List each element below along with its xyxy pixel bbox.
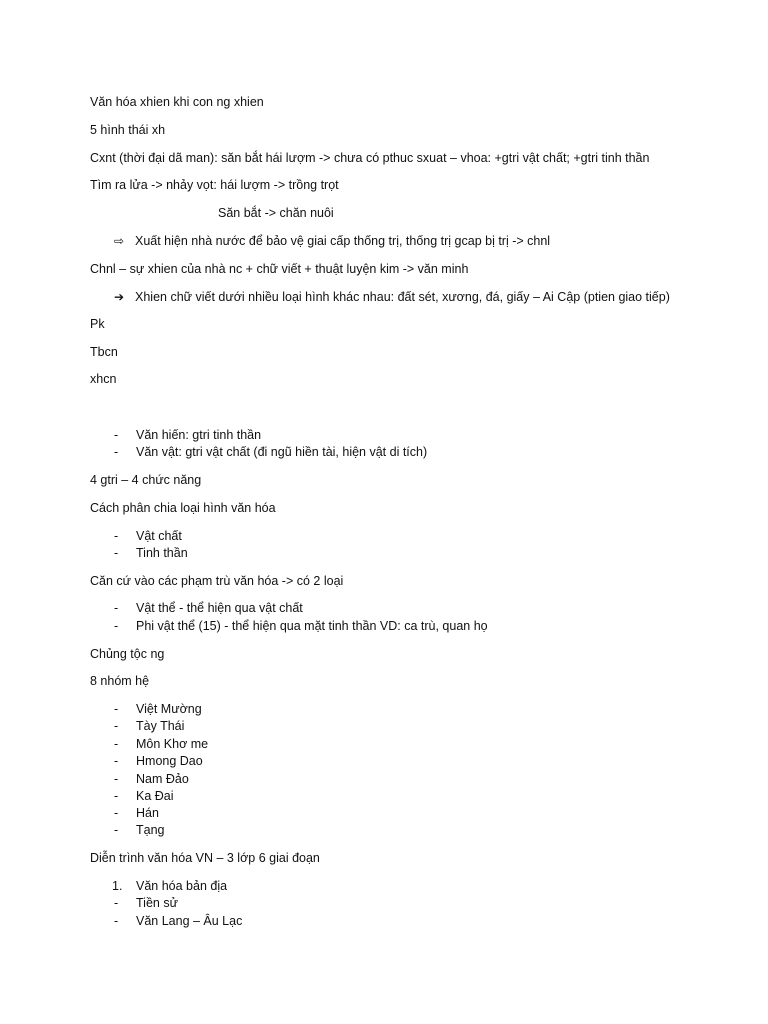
dash-bullet: - bbox=[114, 529, 119, 543]
hollow-arrow-icon: ⇨ bbox=[114, 234, 125, 248]
text-cach-phan-chia: Cách phân chia loại hình văn hóa bbox=[90, 501, 276, 515]
dash-bullet: - bbox=[114, 719, 119, 733]
arrow-item-xuat-hien bbox=[114, 233, 550, 249]
bold-arrow-icon: ➔ bbox=[114, 290, 125, 304]
text-pk: Pk bbox=[90, 317, 105, 331]
text-san-bat: Săn bắt -> chăn nuôi bbox=[218, 206, 334, 220]
list-item-text: Hmong Dao bbox=[136, 754, 203, 768]
dash-bullet: - bbox=[114, 702, 119, 716]
list-item-text: Phi vật thể (15) - thể hiện qua mặt tinh thần VD: ca trù, quan họ bbox=[136, 619, 488, 633]
list-item-text: Văn Lang – Âu Lạc bbox=[136, 914, 243, 928]
text-4-gtri: 4 gtri – 4 chức năng bbox=[90, 473, 202, 487]
list-item-text: Môn Khơ me bbox=[136, 737, 209, 751]
arrow-item-text: Xhien chữ viết dưới nhiều loại hình khác nhau: đất sét, xương, đá, giấy – Ai Cập (ptien giao tiếp) bbox=[135, 290, 670, 304]
dash-bullet: - bbox=[114, 754, 119, 768]
dash-bullet: - bbox=[114, 806, 119, 820]
arrow-item-text: Xuất hiện nhà nước để bảo vệ giai cấp thống trị, thống trị gcap bị trị -> chnl bbox=[135, 234, 551, 248]
list-item-text: Văn vật: gtri vật chất (đi ngũ hiền tài, hiện vật di tích) bbox=[136, 445, 428, 459]
text-tbcn: Tbcn bbox=[90, 345, 118, 359]
list-item-text: Nam Đảo bbox=[136, 772, 189, 786]
arrow-item-xhien-chu-viet bbox=[114, 289, 670, 305]
heading-van-hoa: Văn hóa xhien khi con ng xhien bbox=[90, 95, 264, 109]
text-cxnt: Cxnt (thời đại dã man): săn bắt hái lượm -> chưa có pthuc sxuat – vhoa: +gtri vật chất; +gtri tinh thần bbox=[90, 151, 650, 165]
dash-bullet: - bbox=[114, 619, 119, 633]
list-item-text: Vật thể - thể hiện qua vật chất bbox=[136, 601, 303, 615]
dash-bullet: - bbox=[114, 601, 119, 615]
dash-bullet: - bbox=[114, 737, 119, 751]
text-tim-ra-lua: Tìm ra lửa -> nhảy vọt: hái lượm -> trồng trọt bbox=[90, 178, 339, 192]
text-can-cu: Căn cứ vào các phạm trù văn hóa -> có 2 loại bbox=[90, 574, 344, 588]
text-dien-trinh: Diễn trình văn hóa VN – 3 lớp 6 giai đoạn bbox=[90, 851, 320, 865]
text-5-hinh-thai: 5 hình thái xh bbox=[90, 123, 166, 137]
list-item-text: Tày Thái bbox=[136, 719, 185, 733]
list-number: 1. bbox=[112, 879, 123, 893]
list-item-text: Hán bbox=[136, 806, 159, 820]
list-item-text: Tiền sử bbox=[136, 896, 178, 910]
list-item-text: Văn hiến: gtri tinh thần bbox=[136, 428, 262, 442]
dash-bullet: - bbox=[114, 896, 119, 910]
dash-bullet: - bbox=[114, 789, 119, 803]
list-item-text: Tạng bbox=[136, 823, 165, 837]
text-8-nhom-he: 8 nhóm hệ bbox=[90, 674, 150, 688]
list-item-text: Vật chất bbox=[136, 529, 182, 543]
list-item-text: Ka Đai bbox=[136, 789, 174, 803]
dash-bullet: - bbox=[114, 823, 119, 837]
dash-bullet: - bbox=[114, 914, 119, 928]
text-chung-toc: Chủng tộc ng bbox=[90, 647, 165, 661]
dash-bullet: - bbox=[114, 546, 119, 560]
list-item-text: Tinh thần bbox=[136, 546, 188, 560]
dash-bullet: - bbox=[114, 428, 119, 442]
text-xhcn: xhcn bbox=[90, 372, 117, 386]
dash-bullet: - bbox=[114, 772, 119, 786]
text-chnl: Chnl – sự xhien của nhà nc + chữ viết + thuật luyện kim -> văn minh bbox=[90, 262, 469, 276]
numbered-item-text: Văn hóa bản địa bbox=[136, 879, 228, 893]
dash-bullet: - bbox=[114, 445, 119, 459]
list-item-text: Việt Mường bbox=[136, 702, 202, 716]
